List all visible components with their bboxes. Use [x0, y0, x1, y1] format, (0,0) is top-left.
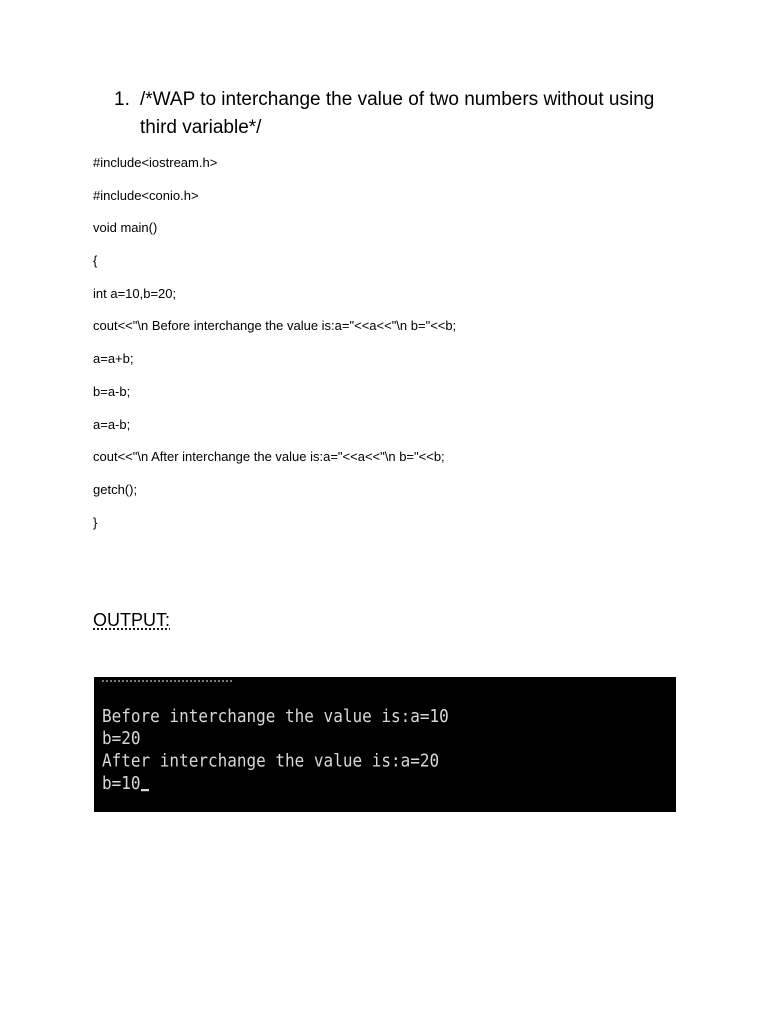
source-code-listing — [93, 154, 456, 546]
console-lines — [102, 705, 449, 795]
code-line: a=a-b; — [93, 416, 131, 432]
code-line: cout<<"\n Before interchange the value is:a="<<a<<"\n b="<<b; — [93, 318, 457, 334]
console-output-screenshot — [94, 677, 676, 812]
console-cropped-line — [102, 677, 232, 682]
code-line: } — [93, 514, 98, 530]
console-line: Before interchange the value is:a=10 — [102, 705, 449, 727]
code-line: getch(); — [93, 481, 138, 497]
code-line: int a=10,b=20; — [93, 285, 177, 301]
code-line: b=a-b; — [93, 383, 131, 399]
console-line — [102, 772, 449, 794]
console-cursor — [141, 789, 149, 791]
code-line: a=a+b; — [93, 351, 134, 367]
code-line: cout<<"\n After interchange the value is:a="<<a<<"\n b="<<b; — [93, 449, 445, 465]
code-line: { — [93, 253, 98, 269]
question-number: 1. — [114, 89, 130, 110]
question-heading — [114, 86, 694, 142]
question-title: /*WAP to interchange the value of two numbers without using third variable*/ — [140, 89, 655, 138]
console-line-text: b=10 — [102, 772, 141, 794]
code-line: #include<iostream.h> — [93, 155, 218, 170]
output-heading: OUTPUT: — [93, 610, 171, 630]
code-line: #include<conio.h> — [93, 187, 199, 203]
console-line: b=20 — [102, 727, 141, 749]
console-line: After interchange the value is:a=20 — [102, 749, 440, 772]
code-line: void main() — [93, 220, 158, 236]
